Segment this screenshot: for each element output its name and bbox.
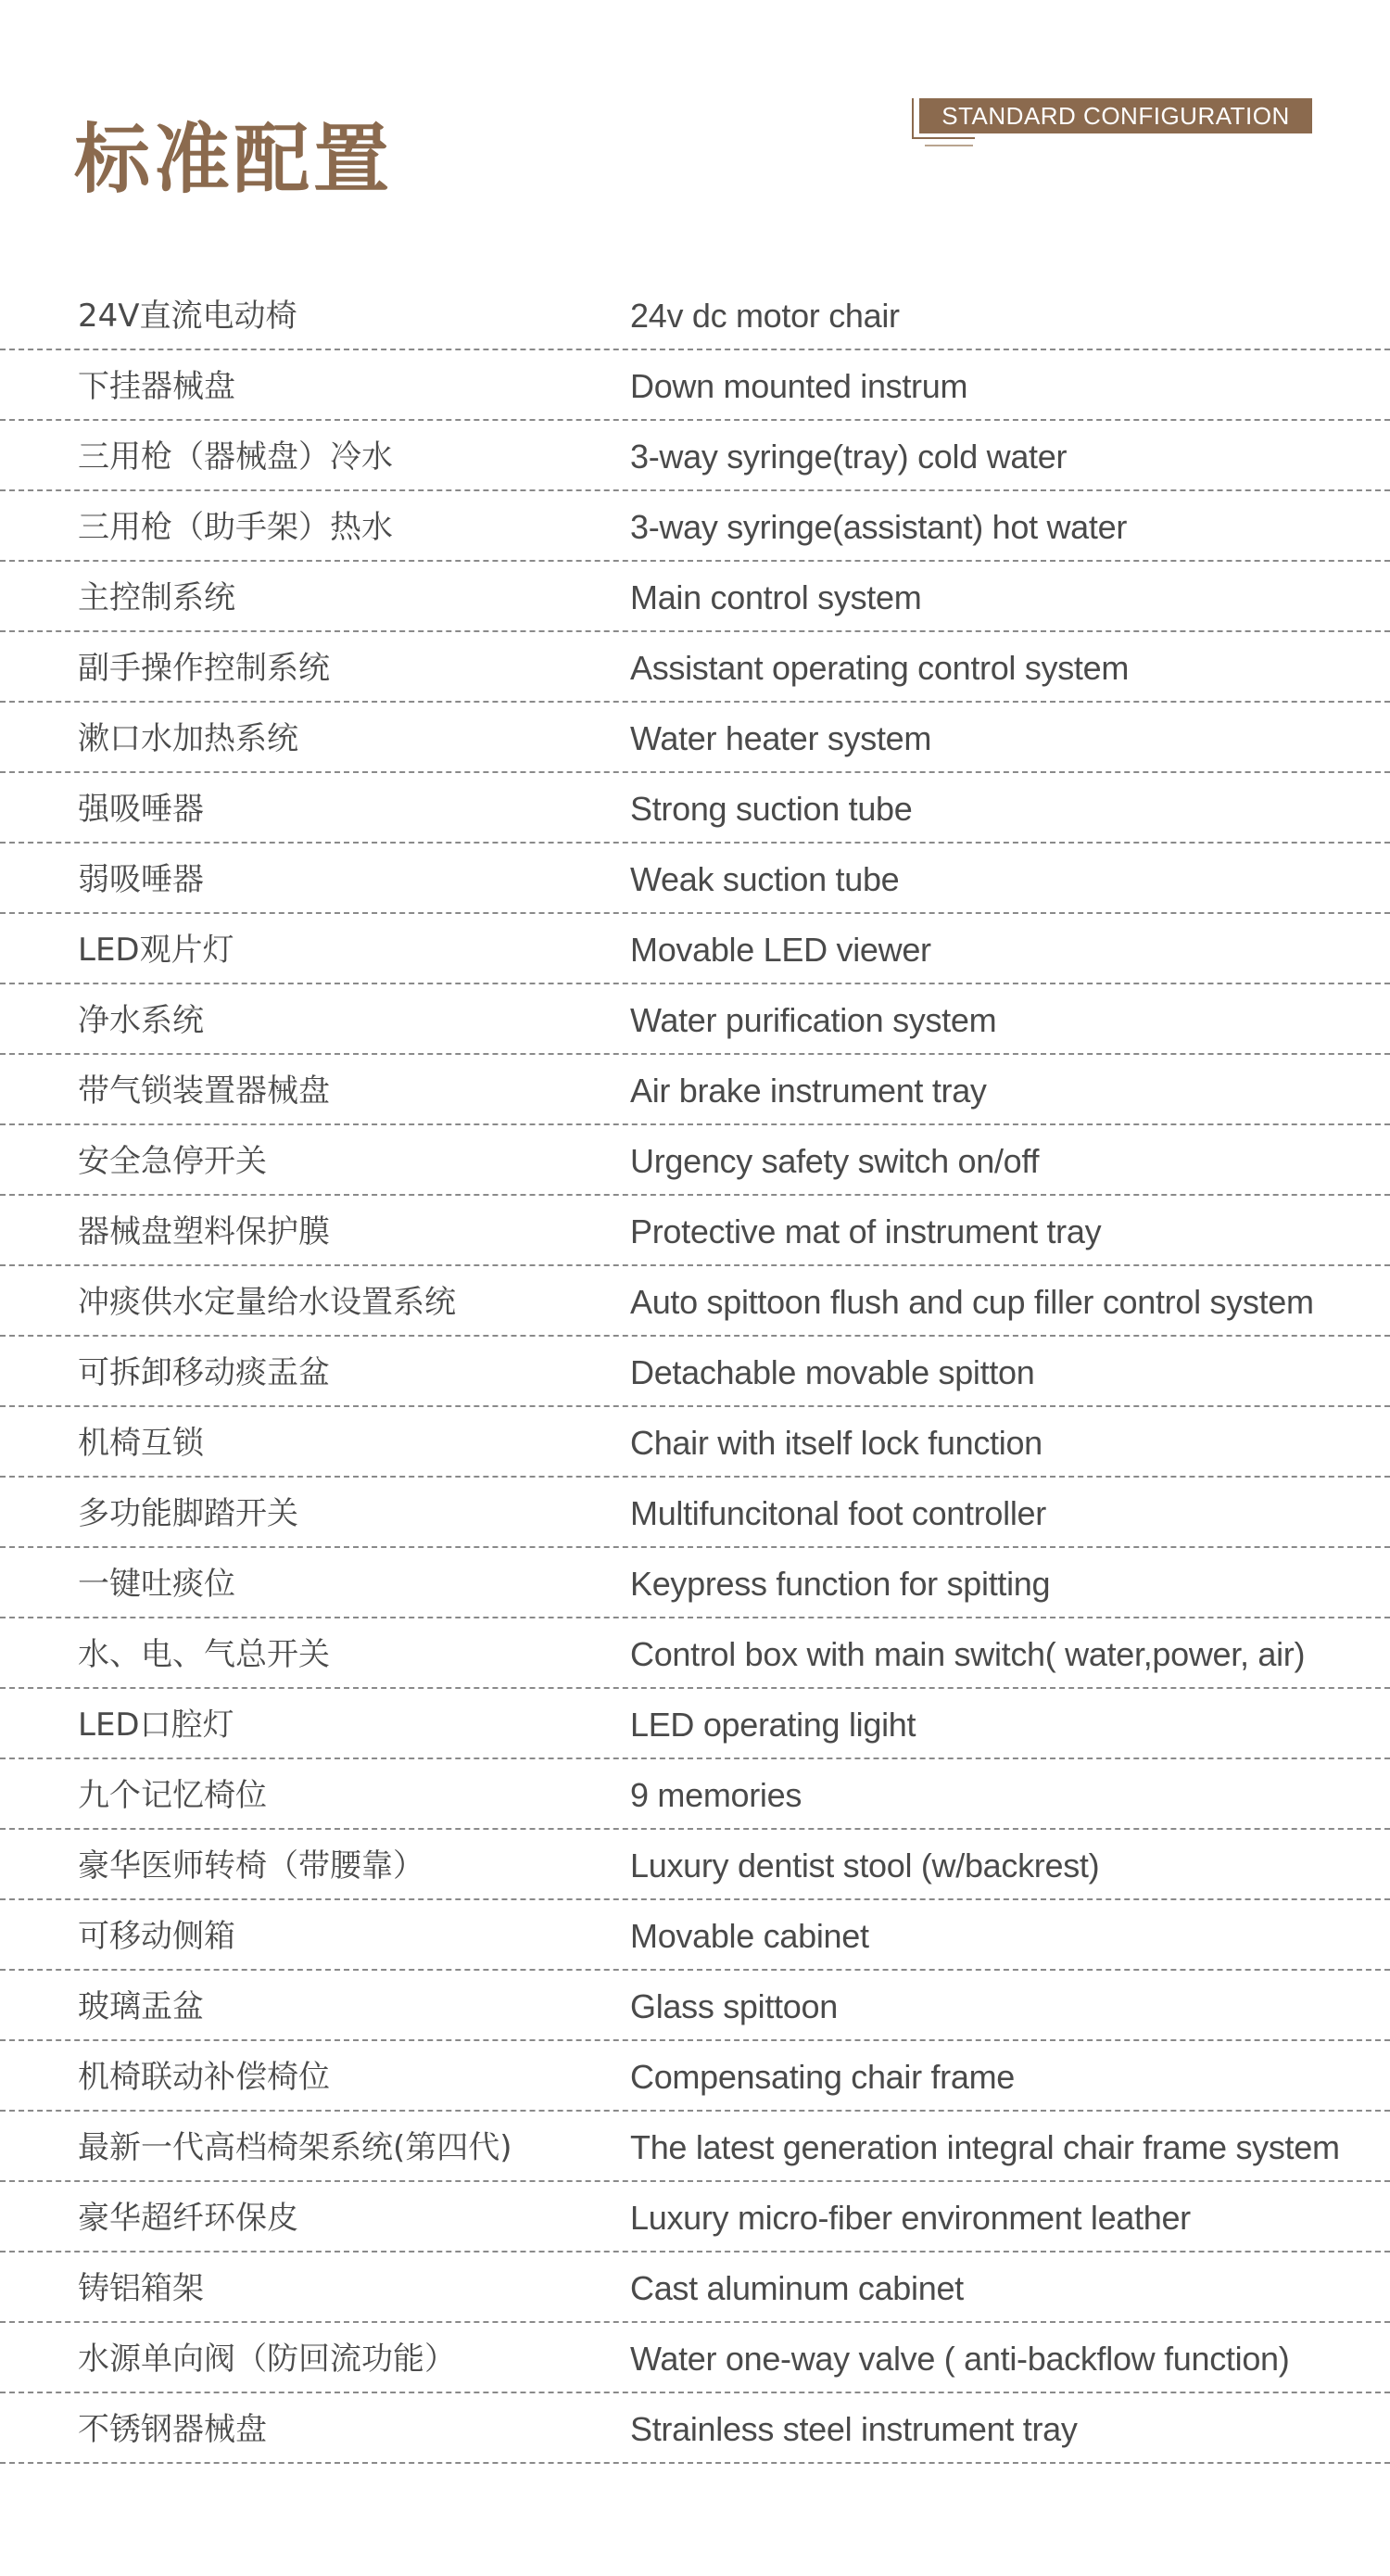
list-item: [0, 1830, 1390, 1900]
item-name-english: Detachable movable spitton: [630, 1353, 1035, 1391]
list-item: [0, 914, 1390, 984]
item-name-chinese: 下挂器械盘: [78, 368, 235, 405]
list-item: [0, 1759, 1390, 1830]
item-name-english: Control box with main switch( water,power, air): [630, 1635, 1306, 1673]
item-name-english: Water one-way valve ( anti-backflow function): [630, 2340, 1290, 2378]
item-name-english: Assistant operating control system: [630, 649, 1130, 687]
section-badge: [904, 98, 1312, 148]
list-item: [0, 1971, 1390, 2041]
badge-decoration-vertical-line: [912, 98, 914, 137]
item-name-english: Chair with itself lock function: [630, 1424, 1042, 1462]
list-item: [0, 1478, 1390, 1548]
item-name-english: 3-way syringe(assistant) hot water: [630, 508, 1128, 546]
item-name-chinese: 主控制系统: [78, 579, 235, 616]
list-item: [0, 1055, 1390, 1125]
item-name-chinese: 铸铝箱架: [78, 2270, 204, 2307]
item-name-chinese: 弱吸唾器: [78, 861, 204, 898]
item-name-chinese: 带气锁装置器械盘: [78, 1072, 330, 1110]
item-name-chinese: 最新一代高档椅架系统(第四代): [78, 2129, 512, 2166]
list-item: [0, 1548, 1390, 1618]
item-name-english: Urgency safety switch on/off: [630, 1142, 1040, 1180]
item-name-chinese: 豪华超纤环保皮: [78, 2200, 298, 2237]
page-title: 标准配置: [74, 116, 394, 204]
item-name-chinese: 器械盘塑料保护膜: [78, 1213, 330, 1250]
list-item: [0, 2182, 1390, 2252]
item-name-chinese: 副手操作控制系统: [78, 650, 330, 687]
item-name-english: Down mounted instrum: [630, 367, 968, 405]
item-name-chinese: 三用枪（助手架）热水: [78, 509, 393, 546]
item-name-english: Water heater system: [630, 719, 932, 757]
item-name-chinese: LED口腔灯: [78, 1707, 234, 1744]
badge-decoration-horizontal-line: [912, 137, 975, 139]
item-name-english: LED operating ligiht: [630, 1706, 916, 1744]
item-name-chinese: 可移动侧箱: [78, 1918, 235, 1955]
item-name-english: 3-way syringe(tray) cold water: [630, 438, 1068, 476]
list-item: [0, 1900, 1390, 1971]
item-name-english: Protective mat of instrument tray: [630, 1212, 1102, 1250]
item-name-chinese: 24V直流电动椅: [78, 298, 297, 335]
item-name-chinese: 豪华医师转椅（带腰靠）: [78, 1847, 424, 1884]
list-item: [0, 1618, 1390, 1689]
item-name-chinese: 安全急停开关: [78, 1143, 267, 1180]
item-name-chinese: 多功能脚踏开关: [78, 1495, 298, 1532]
list-item: [0, 2252, 1390, 2323]
item-name-english: Movable LED viewer: [630, 931, 931, 969]
item-name-english: Compensating chair frame: [630, 2058, 1015, 2096]
list-item: [0, 1196, 1390, 1266]
item-name-english: Auto spittoon flush and cup filler control system: [630, 1283, 1314, 1321]
item-name-chinese: 不锈钢器械盘: [78, 2411, 267, 2448]
item-name-english: Strainless steel instrument tray: [630, 2410, 1078, 2448]
list-item: [0, 562, 1390, 632]
list-item: [0, 703, 1390, 773]
item-name-english: 9 memories: [630, 1776, 802, 1814]
item-name-english: Multifuncitonal foot controller: [630, 1494, 1046, 1532]
item-name-english: The latest generation integral chair frame system: [630, 2128, 1340, 2166]
list-item: [0, 2112, 1390, 2182]
item-name-chinese: 冲痰供水定量给水设置系统: [78, 1284, 456, 1321]
list-item: [0, 1337, 1390, 1407]
badge-decoration-underline: [925, 145, 973, 146]
list-item: [0, 421, 1390, 491]
item-name-english: Main control system: [630, 578, 922, 616]
item-name-chinese: 一键吐痰位: [78, 1566, 235, 1603]
item-name-english: Cast aluminum cabinet: [630, 2269, 964, 2307]
item-name-english: 24v dc motor chair: [630, 297, 900, 335]
list-item: [0, 844, 1390, 914]
badge-label: STANDARD CONFIGURATION: [919, 98, 1312, 133]
item-name-english: Movable cabinet: [630, 1917, 869, 1955]
item-name-english: Water purification system: [630, 1001, 997, 1039]
list-item: [0, 491, 1390, 562]
list-item: [0, 984, 1390, 1055]
item-name-chinese: 机椅互锁: [78, 1425, 204, 1462]
list-item: [0, 1266, 1390, 1337]
list-item: [0, 1407, 1390, 1478]
item-name-english: Strong suction tube: [630, 790, 913, 828]
list-item: [0, 280, 1390, 350]
item-name-chinese: 漱口水加热系统: [78, 720, 298, 757]
item-name-chinese: 九个记忆椅位: [78, 1777, 267, 1814]
item-name-english: Luxury micro-fiber environment leather: [630, 2199, 1191, 2237]
item-name-chinese: 可拆卸移动痰盂盆: [78, 1354, 330, 1391]
list-item: [0, 1125, 1390, 1196]
item-name-english: Glass spittoon: [630, 1987, 838, 2025]
item-name-chinese: 水、电、气总开关: [78, 1636, 330, 1673]
item-name-chinese: LED观片灯: [78, 932, 234, 969]
item-name-english: Weak suction tube: [630, 860, 900, 898]
item-name-chinese: 水源单向阀（防回流功能）: [78, 2341, 456, 2378]
configuration-list: [0, 280, 1390, 2464]
item-name-chinese: 机椅联动补偿椅位: [78, 2059, 330, 2096]
item-name-chinese: 玻璃盂盆: [78, 1988, 204, 2025]
list-item: [0, 350, 1390, 421]
list-item: [0, 1689, 1390, 1759]
list-item: [0, 2393, 1390, 2464]
item-name-chinese: 净水系统: [78, 1002, 204, 1039]
list-item: [0, 773, 1390, 844]
list-item: [0, 632, 1390, 703]
item-name-chinese: 强吸唾器: [78, 791, 204, 828]
item-name-chinese: 三用枪（器械盘）冷水: [78, 438, 393, 476]
list-item: [0, 2323, 1390, 2393]
item-name-english: Air brake instrument tray: [630, 1072, 987, 1110]
list-item: [0, 2041, 1390, 2112]
item-name-english: Luxury dentist stool (w/backrest): [630, 1846, 1100, 1884]
item-name-english: Keypress function for spitting: [630, 1565, 1051, 1603]
